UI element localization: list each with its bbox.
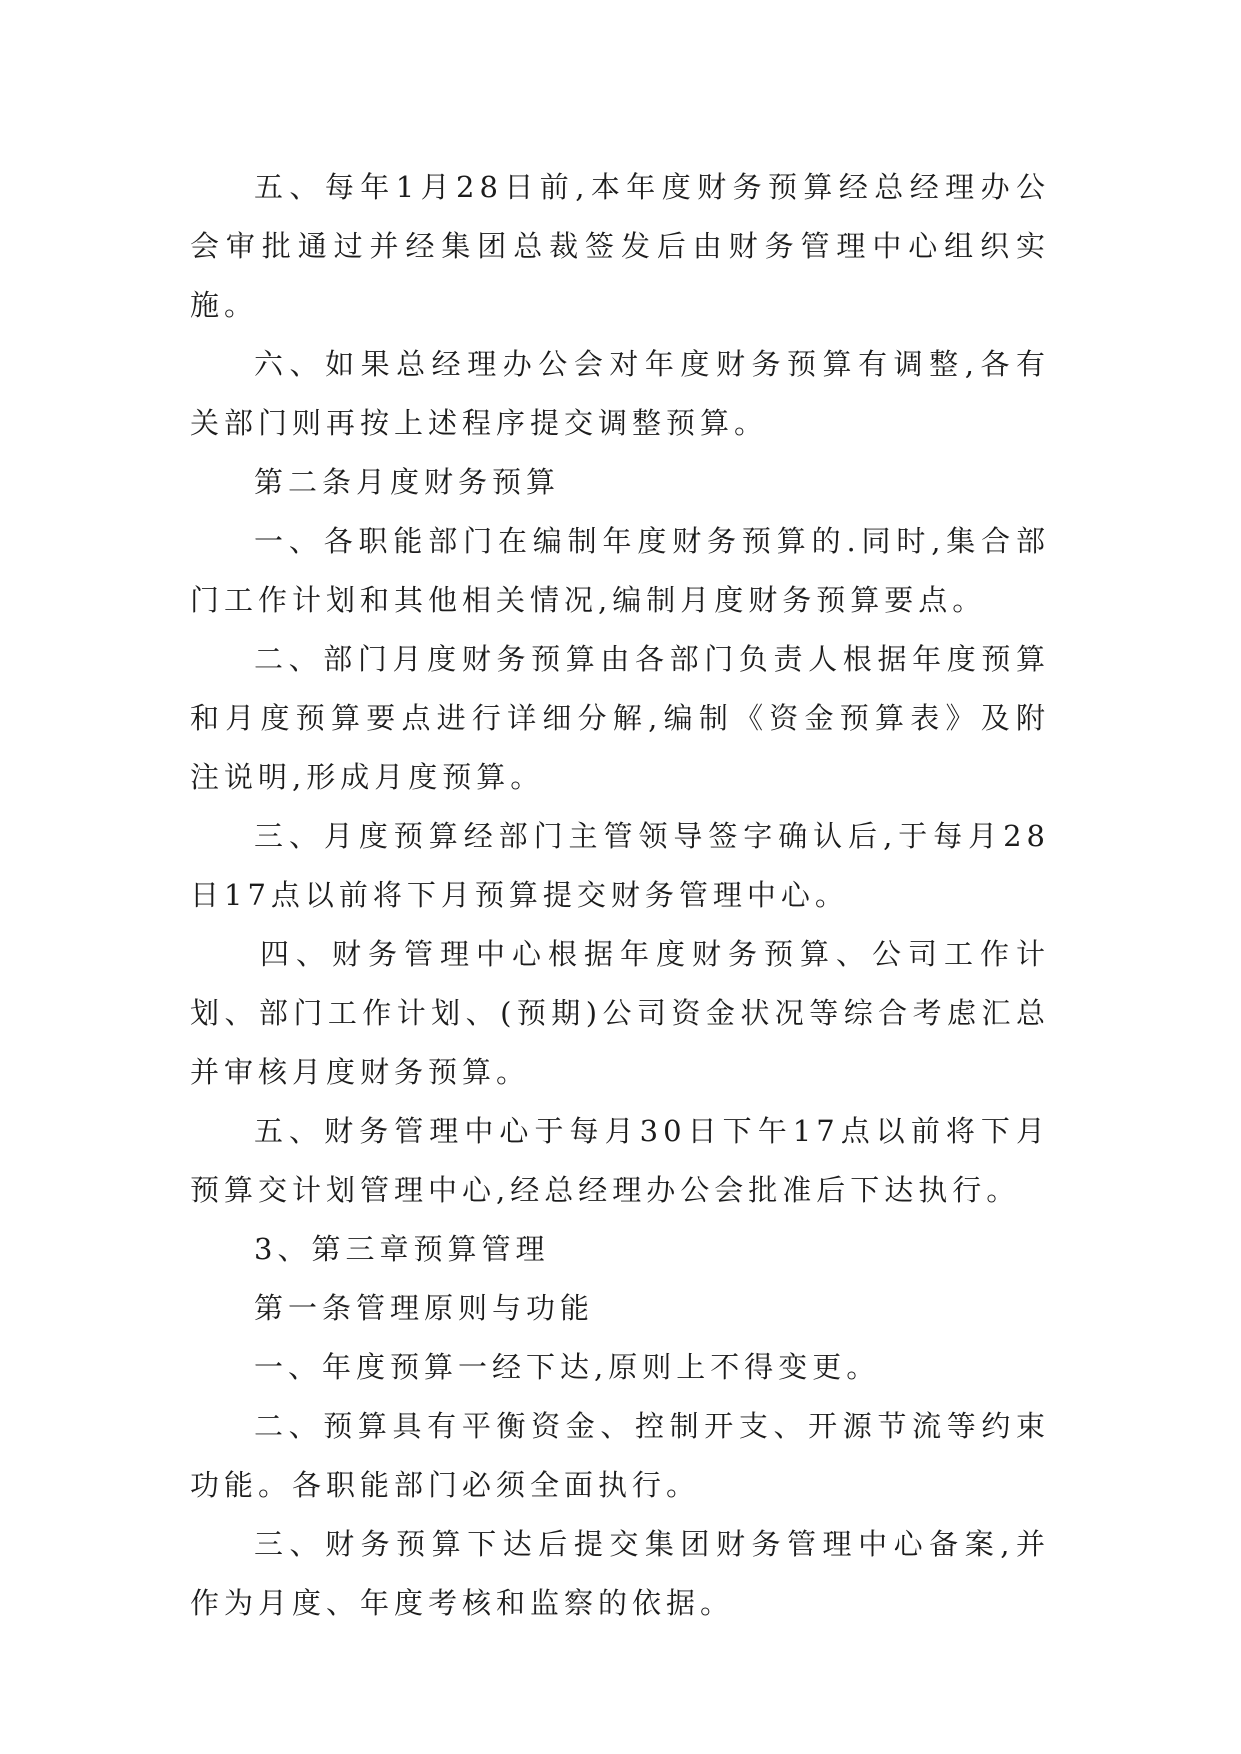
paragraph-annual-budget-approval: 五、每年1月28日前,本年度财务预算经总经理办公会审批通过并经集团总裁签发后由财务管理中心组织实施。 — [190, 170, 1050, 322]
document-body — [190, 158, 1050, 1633]
paragraph-monthly-budget-points: 一、各职能部门在编制年度财务预算的.同时,集合部门工作计划和其他相关情况,编制月度财务预算要点。 — [190, 524, 1050, 617]
paragraph-monthly-budget-execution: 五、财务管理中心于每月30日下午17点以前将下月预算交计划管理中心,经总经理办公会批准后下达执行。 — [190, 1114, 1050, 1207]
paragraph-annual-budget-adjustment: 六、如果总经理办公会对年度财务预算有调整,各有关部门则再按上述程序提交调整预算。 — [190, 347, 1050, 440]
chapter-heading-budget-management: 3、第三章预算管理 — [254, 1232, 550, 1266]
paragraph-budget-filing-basis: 三、财务预算下达后提交集团财务管理中心备案,并作为月度、年度考核和监察的依据。 — [190, 1527, 1050, 1620]
section-heading-management-principles: 第一条管理原则与功能 — [254, 1291, 595, 1325]
paragraph-monthly-budget-review: 四、财务管理中心根据年度财务预算、公司工作计划、部门工作计划、(预期)公司资金状况等综合考虑汇总并审核月度财务预算。 — [190, 937, 1050, 1089]
paragraph-budget-no-change: 一、年度预算一经下达,原则上不得变更。 — [254, 1350, 881, 1384]
paragraph-budget-constraint-function: 二、预算具有平衡资金、控制开支、开源节流等约束功能。各职能部门必须全面执行。 — [190, 1409, 1050, 1502]
section-heading-monthly-budget: 第二条月度财务预算 — [254, 465, 561, 499]
paragraph-monthly-budget-breakdown: 二、部门月度财务预算由各部门负责人根据年度预算和月度预算要点进行详细分解,编制《资金预算表》及附注说明,形成月度预算。 — [190, 642, 1050, 794]
paragraph-monthly-budget-submission: 三、月度预算经部门主管领导签字确认后,于每月28日17点以前将下月预算提交财务管理中心。 — [190, 819, 1050, 912]
